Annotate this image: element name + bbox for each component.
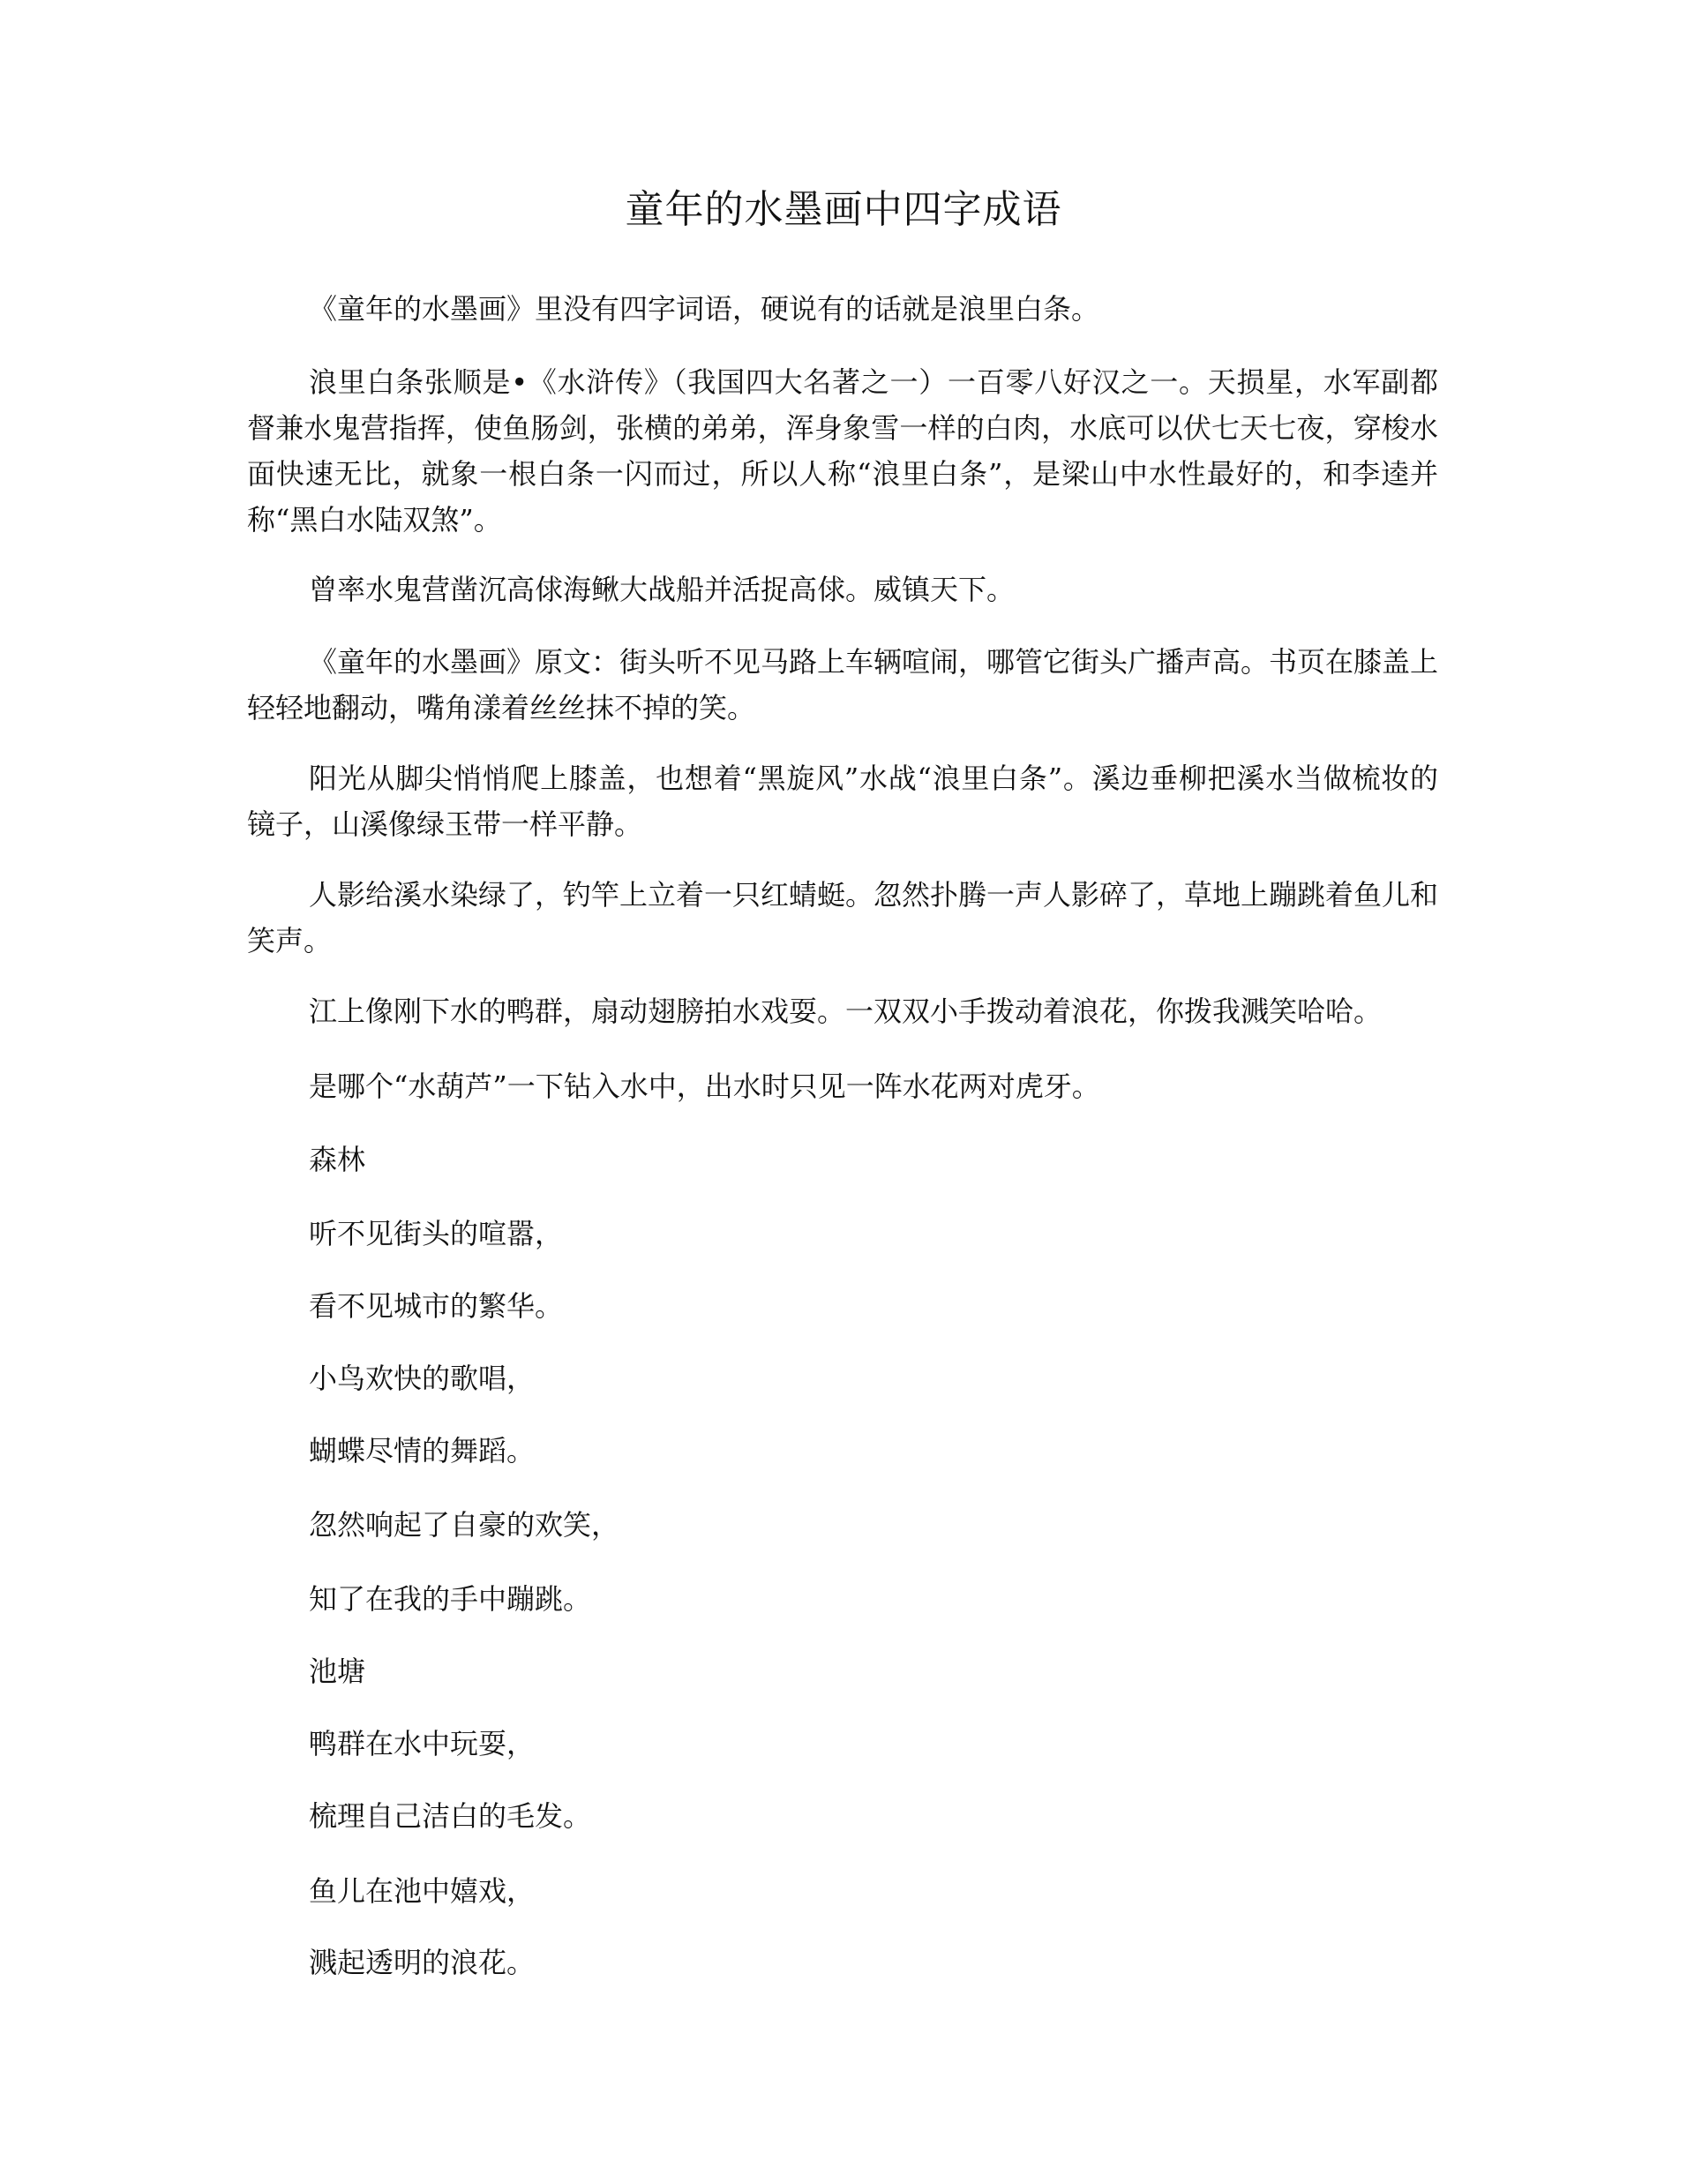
paragraph-ducks: 江上像刚下水的鸭群，扇动翅膀拍水戏耍。一双双小手拨动着浪花，你拨我溅笑哈哈。	[309, 994, 1383, 1028]
poem-line: 知了在我的手中蹦跳。	[309, 1582, 592, 1616]
poem-line: 忽然响起了自豪的欢笑，	[309, 1508, 620, 1542]
paragraph-zhangshun: 浪里白条张顺是•《水浒传》（我国四大名著之一）一百零八好汉之一。天损星，水军副都督兼水鬼营指挥，使鱼肠剑，张横的弟弟，浑身象雪一样的白肉，水底可以伏七天七夜，穿梭水面快速无比，就象一根白条一闪而过，所以人称“浪里白条”，是梁山中水性最好的，和李逵并称“黑白水陆双煞”。	[247, 365, 1438, 537]
poem-heading-pond: 池塘	[309, 1655, 366, 1688]
document-title: 童年的水墨画中四字成语	[625, 187, 1062, 232]
paragraph-intro: 《童年的水墨画》里没有四字词语，硬说有的话就是浪里白条。	[309, 292, 1100, 326]
poem-line: 溅起透明的浪花。	[309, 1946, 536, 1979]
poem-line: 听不见街头的喧嚣，	[309, 1217, 564, 1250]
paragraph-gaoqiu: 曾率水鬼营凿沉高俅海鳅大战船并活捉高俅。威镇天下。	[309, 573, 1016, 606]
paragraph-reflection: 人影给溪水染绿了，钓竿上立着一只红蜻蜓。忽然扑腾一声人影碎了，草地上蹦跳着鱼儿和笑声。	[247, 878, 1439, 957]
poem-line: 蝴蝶尽情的舞蹈。	[309, 1434, 536, 1467]
poem-line: 梳理自己洁白的毛发。	[309, 1799, 592, 1833]
poem-line: 看不见城市的繁华。	[309, 1289, 564, 1323]
poem-line: 小鸟欢快的歌唱，	[309, 1362, 536, 1395]
paragraph-water-gourd: 是哪个“水葫芦”一下钻入水中，出水时只见一阵水花两对虎牙。	[309, 1069, 1100, 1103]
paragraph-sunlight: 阳光从脚尖悄悄爬上膝盖，也想着“黑旋风”水战“浪里白条”。溪边垂柳把溪水当做梳妆的镜子，山溪像绿玉带一样平静。	[247, 762, 1438, 841]
poem-line: 鸭群在水中玩耍，	[309, 1727, 536, 1760]
paragraph-original-text: 《童年的水墨画》原文：街头听不见马路上车辆喧闹，哪管它街头广播声高。书页在膝盖上轻轻地翻动，嘴角漾着丝丝抹不掉的笑。	[247, 645, 1439, 724]
poem-heading-forest: 森林	[309, 1143, 366, 1176]
poem-line: 鱼儿在池中嬉戏，	[309, 1874, 536, 1908]
